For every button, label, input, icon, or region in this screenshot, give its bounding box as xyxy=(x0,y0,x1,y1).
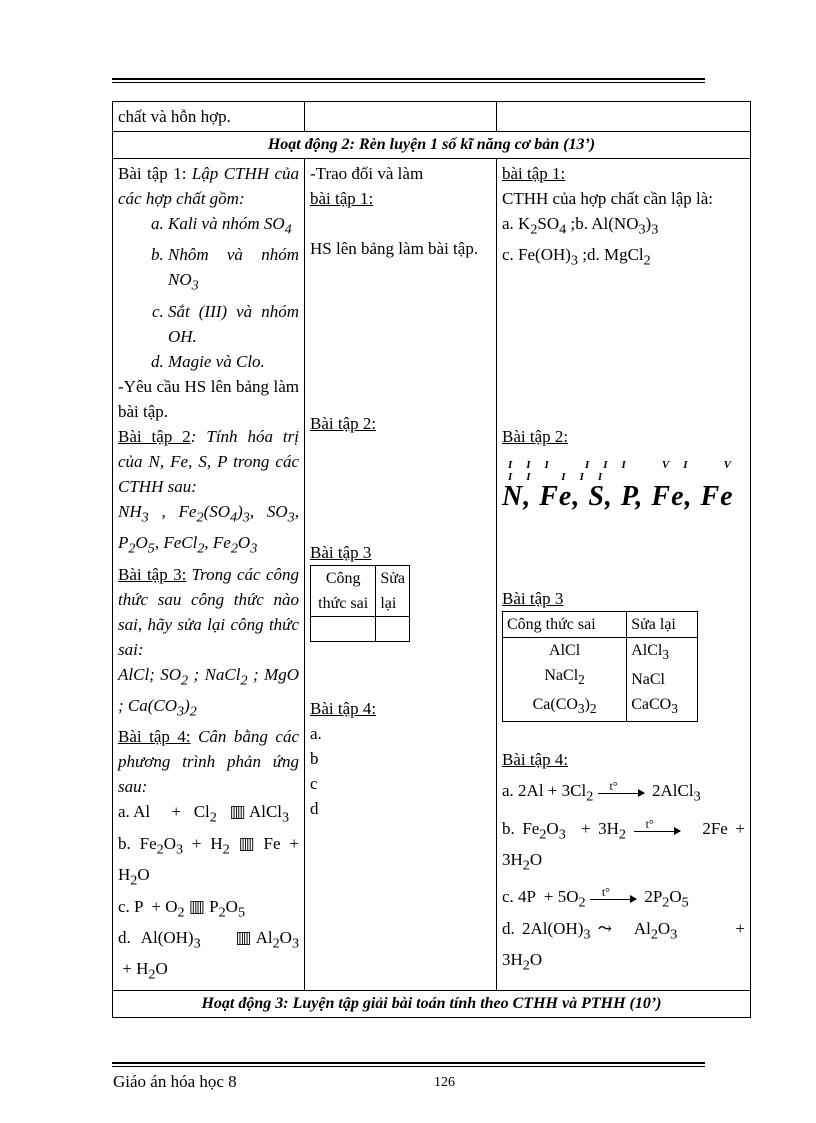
col2-hs: HS lên bảng làm bài tập. xyxy=(310,239,479,258)
header-rule xyxy=(112,78,705,83)
bt3-task: Trong các công thức sau công thức nào sai, hãy sửa lại công thức sai: xyxy=(118,564,300,659)
ans-line1: a. $K_2SO_4$ ;b. $Al(NO_3)_3$ xyxy=(502,214,659,238)
eq-b: b. $Fe_2O_3 + H_2$ ▥ $Fe + H_2O$ xyxy=(118,833,300,889)
arrow-icon: ▥ xyxy=(229,802,246,822)
col2-bt3: Bài tập 3 xyxy=(310,543,372,562)
arrow-icon: t° xyxy=(590,890,636,906)
bt2-task: : Tính hóa trị của N, Fe, S, P trong các CTHH sau: xyxy=(118,426,299,496)
list-item: a. Kali và nhóm $SO_4$ xyxy=(168,211,299,242)
col3-bt3-table xyxy=(502,611,698,722)
eq-d: d. $Al(OH)_3$ ▥ $Al_2O_3 + H_2O$ xyxy=(118,927,300,983)
empty-cell[interactable] xyxy=(311,617,376,642)
bt4-block xyxy=(118,724,299,799)
lesson-table xyxy=(112,101,751,1018)
col3-bt1: bài tập 1: xyxy=(502,164,566,183)
list-item: d xyxy=(310,799,319,818)
col3-eq-a: a. $2Al + 3Cl_2$ t° 2AlCl$_3$ xyxy=(502,779,701,805)
col3-bt3: Bài tập 3 xyxy=(502,588,564,608)
empty-cell[interactable] xyxy=(376,617,410,642)
student-column xyxy=(305,159,497,991)
footer-title: Giáo án hóa học 8 xyxy=(113,1072,237,1091)
list-item: a. xyxy=(310,724,322,743)
bt2-title: Bài tập 2 xyxy=(118,426,191,446)
table-row xyxy=(113,990,751,1017)
bt4-task: Cân bằng các phương trình phản ứng sau: xyxy=(118,727,299,797)
footer-rule xyxy=(112,1062,705,1067)
list-item: c xyxy=(310,774,318,793)
bt2-formulas: $NH_3$ , $Fe_2(SO_4)_3$, $SO_3$, $P_2O_5$, FeCl$_2$, $Fe_2O_3$ xyxy=(118,501,299,557)
col2-bt2: Bài tập 2: xyxy=(310,414,377,433)
list-item: d. Magie và Clo. xyxy=(168,349,299,374)
bt1-task: Lập CTHH của các hợp chất gồm: xyxy=(118,164,299,208)
bt2-block xyxy=(118,424,299,499)
arrow-icon: ⤳ xyxy=(597,918,613,938)
ans-line2: c. $Fe(OH)_3$ ;d. MgCl$_2$ xyxy=(502,245,651,269)
bt1-title: Bài tập 1: xyxy=(118,164,192,183)
col3-bt4: Bài tập 4: xyxy=(502,750,569,770)
arrow-icon: t° xyxy=(634,822,680,838)
row0-col1: chất và hỗn hợp. xyxy=(113,102,305,132)
header-cell: Sửa lại xyxy=(376,566,410,617)
bt1-request: -Yêu cầu HS lên bảng làm bài tập. xyxy=(118,376,299,421)
table-row xyxy=(113,132,751,159)
table-cell: AlCl NaCl$_2$ $Ca(CO_3)_2$ xyxy=(503,637,627,721)
answer-column xyxy=(497,159,751,991)
trao-doi: -Trao đổi và làm xyxy=(310,164,424,183)
col3-eq-c: c. $4P + 5O_2$ t° $2P_2O_5$ xyxy=(502,885,689,911)
teacher-column xyxy=(113,159,305,991)
row0-col3 xyxy=(497,102,751,132)
col3-eq-b: b. $Fe_2O_3 + 3H_2$ t° $2Fe + 3H_2O$ xyxy=(502,816,746,874)
col2-bt4: Bài tập 4: xyxy=(310,699,377,718)
col3-bt1-text: CTHH của hợp chất cần lập là: xyxy=(502,189,714,208)
header-cell: Sửa lại xyxy=(627,611,698,637)
table-cell: AlCl$_3$ NaCl CaCO$_3$ xyxy=(627,637,698,721)
list-item: b xyxy=(310,749,319,768)
table-row xyxy=(113,159,751,991)
arrow-icon: t° xyxy=(598,784,644,800)
col2-bt1: bài tập 1: xyxy=(310,189,374,208)
bt3-title: Bài tập 3: xyxy=(118,564,187,584)
page-number: 126 xyxy=(434,1075,455,1090)
element-list: N, Fe, S, P, Fe, Fe xyxy=(502,480,734,512)
valence-labels: III III VI V II III xyxy=(508,458,745,483)
col2-bt3-table xyxy=(310,565,410,642)
activity3-heading: Hoạt động 3: Luyện tập giải bài toán tính theo CTHH và PTHH (10’) xyxy=(113,990,751,1017)
arrow-icon: ▥ xyxy=(235,927,252,947)
eq-c: c. $P + O_2$ ▥ $P_2O_5$ xyxy=(118,896,246,920)
list-item: c. Sắt (III) và nhóm OH. xyxy=(168,299,299,349)
bt4-title: Bài tập 4: xyxy=(118,727,191,747)
row0-col2 xyxy=(305,102,497,132)
arrow-icon: ▥ xyxy=(188,896,205,916)
activity2-heading: Hoạt động 2: Rèn luyện 1 số kĩ năng cơ bản (13’) xyxy=(113,132,751,159)
eq-a: a. Al + $Cl_2$ ▥ AlCl$_3$ xyxy=(118,802,290,826)
bt3-formulas: AlCl; $SO_2$ ; NaCl$_2$ ; MgO ; $Ca(CO_3)_2$ xyxy=(118,664,300,720)
header-cell: Công thức sai xyxy=(311,566,376,617)
header-cell: Công thức sai xyxy=(503,611,627,637)
arrow-icon: ▥ xyxy=(238,833,255,853)
bt1-list xyxy=(118,211,299,374)
col3-eq-d: d. $2Al(OH)_3$ ⤳ $Al_2O_3$ + $3H_2O$ xyxy=(502,918,746,974)
col3-bt2: Bài tập 2: xyxy=(502,426,569,446)
list-item: b. Nhôm và nhóm $NO_3$ xyxy=(168,242,299,298)
table-row xyxy=(113,102,751,132)
bt1-block xyxy=(118,161,299,211)
bt3-block xyxy=(118,562,299,662)
